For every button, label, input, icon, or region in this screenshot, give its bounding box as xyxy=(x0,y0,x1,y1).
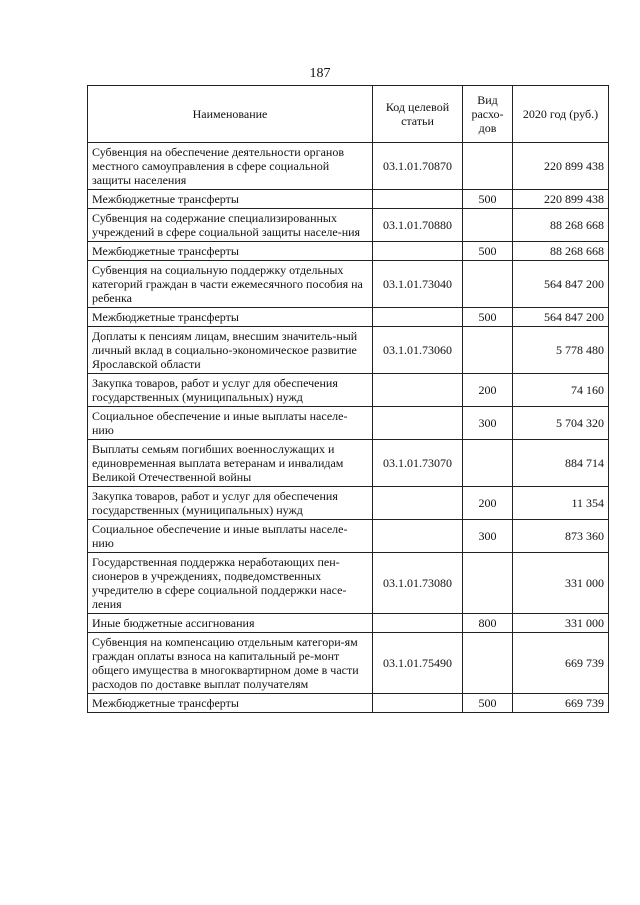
cell-name: Иные бюджетные ассигнования xyxy=(88,614,373,633)
cell-amount: 669 739 xyxy=(513,694,609,713)
cell-type xyxy=(463,261,513,308)
cell-code: 03.1.01.73080 xyxy=(373,553,463,614)
cell-code: 03.1.01.73040 xyxy=(373,261,463,308)
cell-code xyxy=(373,374,463,407)
table-row xyxy=(88,242,609,261)
table-row xyxy=(88,190,609,209)
cell-code: 03.1.01.73060 xyxy=(373,327,463,374)
cell-amount: 331 000 xyxy=(513,614,609,633)
cell-name: Социальное обеспечение и иные выплаты населе-нию xyxy=(88,407,373,440)
cell-type: 500 xyxy=(463,694,513,713)
table-row xyxy=(88,614,609,633)
cell-amount: 11 354 xyxy=(513,487,609,520)
table-row xyxy=(88,553,609,614)
cell-code: 03.1.01.70880 xyxy=(373,209,463,242)
cell-code xyxy=(373,407,463,440)
cell-type: 800 xyxy=(463,614,513,633)
cell-type xyxy=(463,633,513,694)
cell-type xyxy=(463,143,513,190)
table-row xyxy=(88,261,609,308)
cell-code xyxy=(373,308,463,327)
cell-amount: 5 704 320 xyxy=(513,407,609,440)
cell-amount: 669 739 xyxy=(513,633,609,694)
cell-type: 300 xyxy=(463,407,513,440)
cell-amount: 88 268 668 xyxy=(513,209,609,242)
cell-code xyxy=(373,520,463,553)
table-row xyxy=(88,143,609,190)
cell-code xyxy=(373,614,463,633)
cell-amount: 564 847 200 xyxy=(513,308,609,327)
cell-code: 03.1.01.70870 xyxy=(373,143,463,190)
cell-amount: 884 714 xyxy=(513,440,609,487)
cell-amount: 220 899 438 xyxy=(513,143,609,190)
table-row xyxy=(88,440,609,487)
cell-type xyxy=(463,553,513,614)
table-row xyxy=(88,308,609,327)
cell-amount: 331 000 xyxy=(513,553,609,614)
cell-code xyxy=(373,487,463,520)
table-body xyxy=(88,143,609,713)
cell-amount: 74 160 xyxy=(513,374,609,407)
cell-type: 200 xyxy=(463,374,513,407)
table-row xyxy=(88,694,609,713)
cell-type: 500 xyxy=(463,190,513,209)
cell-code xyxy=(373,242,463,261)
cell-name: Закупка товаров, работ и услуг для обеспечения государственных (муниципальных) нужд xyxy=(88,487,373,520)
cell-amount: 564 847 200 xyxy=(513,261,609,308)
cell-name: Субвенция на содержание специализированных учреждений в сфере социальной защиты населе-ния xyxy=(88,209,373,242)
cell-amount: 873 360 xyxy=(513,520,609,553)
cell-name: Межбюджетные трансферты xyxy=(88,242,373,261)
cell-name: Субвенция на обеспечение деятельности органов местного самоуправления в сфере социальной защиты населения xyxy=(88,143,373,190)
cell-name: Закупка товаров, работ и услуг для обеспечения государственных (муниципальных) нужд xyxy=(88,374,373,407)
table-row xyxy=(88,633,609,694)
table-row xyxy=(88,407,609,440)
cell-name: Межбюджетные трансферты xyxy=(88,190,373,209)
table-header xyxy=(88,86,609,143)
cell-type: 200 xyxy=(463,487,513,520)
cell-name: Социальное обеспечение и иные выплаты населе-нию xyxy=(88,520,373,553)
cell-type xyxy=(463,440,513,487)
cell-amount: 220 899 438 xyxy=(513,190,609,209)
cell-code xyxy=(373,694,463,713)
cell-type xyxy=(463,327,513,374)
cell-name: Государственная поддержка неработающих пен-сионеров в учреждениях, подведомственных учредителю в сфере социальной поддержки насе-ления xyxy=(88,553,373,614)
budget-table xyxy=(87,85,609,713)
cell-type: 500 xyxy=(463,242,513,261)
cell-name: Субвенция на социальную поддержку отдельных категорий граждан в части ежемесячного пособия на ребенка xyxy=(88,261,373,308)
cell-name: Доплаты к пенсиям лицам, внесшим значитель-ный личный вклад в социально-экономическое развитие Ярославской области xyxy=(88,327,373,374)
table-row xyxy=(88,209,609,242)
page-number: 187 xyxy=(309,66,331,81)
table-row xyxy=(88,520,609,553)
column-header-type: Вид расхо-дов xyxy=(463,86,513,143)
header-row xyxy=(88,86,609,143)
cell-type: 300 xyxy=(463,520,513,553)
cell-code: 03.1.01.75490 xyxy=(373,633,463,694)
cell-name: Выплаты семьям погибших военнослужащих и единовременная выплата ветеранам и инвалидам Великой Отечественной войны xyxy=(88,440,373,487)
cell-amount: 5 778 480 xyxy=(513,327,609,374)
cell-amount: 88 268 668 xyxy=(513,242,609,261)
table-row xyxy=(88,374,609,407)
table-row xyxy=(88,487,609,520)
cell-code xyxy=(373,190,463,209)
column-header-amount: 2020 год (руб.) xyxy=(513,86,609,143)
cell-type: 500 xyxy=(463,308,513,327)
cell-type xyxy=(463,209,513,242)
column-header-code: Код целевой статьи xyxy=(373,86,463,143)
table-row xyxy=(88,327,609,374)
cell-name: Межбюджетные трансферты xyxy=(88,694,373,713)
cell-code: 03.1.01.73070 xyxy=(373,440,463,487)
cell-name: Субвенция на компенсацию отдельным категори-ям граждан оплаты взноса на капитальный ре-монт общего имущества в многоквартирном доме в части расходов по доставке выплат получателям xyxy=(88,633,373,694)
cell-name: Межбюджетные трансферты xyxy=(88,308,373,327)
column-header-name: Наименование xyxy=(88,86,373,143)
